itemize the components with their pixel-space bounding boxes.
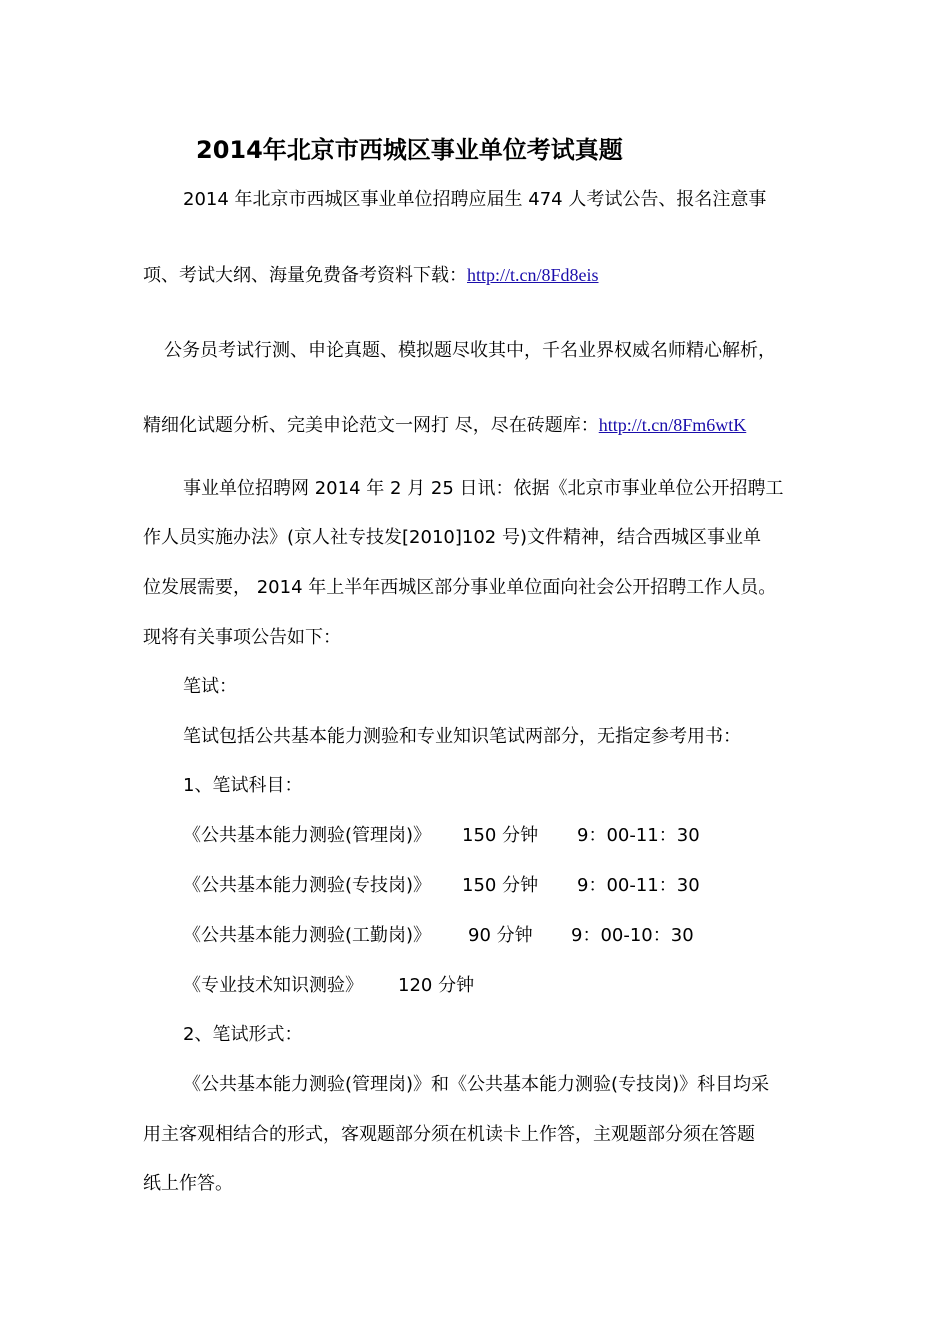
exam-description: 笔试包括公共基本能力测验和专业知识笔试两部分，无指定参考用书： <box>183 726 741 747</box>
subject-duration: 90 分钟 <box>468 925 533 946</box>
subject-time: 9：00-11：30 <box>577 875 700 896</box>
subject-time: 9：00-11：30 <box>577 825 700 846</box>
promo-line-1: 公务员考试行测、申论真题、模拟题尽收其中，千名业界权威名师精心解析， <box>164 340 776 361</box>
para1-line-3: 位发展需要， 2014 年上半年西城区部分事业单位面向社会公开招聘工作人员。 <box>143 577 777 598</box>
subject-name: 《公共基本能力测验(工勤岗)》 <box>183 925 432 946</box>
subject-duration: 120 分钟 <box>398 975 475 996</box>
intro-line-2-text: 项、考试大纲、海量免费备考资料下载： <box>143 265 467 286</box>
subject-time: 9：00-10：30 <box>571 925 694 946</box>
subject-name: 《专业技术知识测验》 <box>183 975 363 996</box>
form-line-3: 纸上作答。 <box>143 1173 233 1194</box>
para1-line-4: 现将有关事项公告如下： <box>143 627 341 648</box>
form-heading: 2、笔试形式： <box>183 1024 303 1045</box>
intro-line-1: 2014 年北京市西城区事业单位招聘应届生 474 人考试公告、报名注意事 <box>183 189 767 210</box>
question-bank-link[interactable]: http://t.cn/8Fm6wtK <box>598 415 747 435</box>
promo-line-2-text: 精细化试题分析、完美申论范文一网打 尽，尽在砖题库： <box>143 415 599 436</box>
form-line-1: 《公共基本能力测验(管理岗)》和《公共基本能力测验(专技岗)》科目均采 <box>183 1074 770 1095</box>
exam-heading: 笔试： <box>183 676 237 697</box>
intro-line-2 <box>143 263 599 288</box>
para1-line-2: 作人员实施办法》(京人社专技发[2010]102 号)文件精神，结合西城区事业单 <box>143 527 761 548</box>
download-link[interactable]: http://t.cn/8Fd8eis <box>467 265 599 285</box>
form-line-2: 用主客观相结合的形式，客观题部分须在机读卡上作答，主观题部分须在答题 <box>143 1124 755 1145</box>
para1-line-1: 事业单位招聘网 2014 年 2 月 25 日讯：依据《北京市事业单位公开招聘工 <box>183 478 784 499</box>
subject-name: 《公共基本能力测验(专技岗)》 <box>183 875 432 896</box>
subject-duration: 150 分钟 <box>462 875 539 896</box>
page-title: 2014年北京市西城区事业单位考试真题 <box>196 136 623 164</box>
subject-duration: 150 分钟 <box>462 825 539 846</box>
subject-name: 《公共基本能力测验(管理岗)》 <box>183 825 432 846</box>
promo-line-2 <box>143 413 746 438</box>
subjects-heading: 1、笔试科目： <box>183 775 303 796</box>
